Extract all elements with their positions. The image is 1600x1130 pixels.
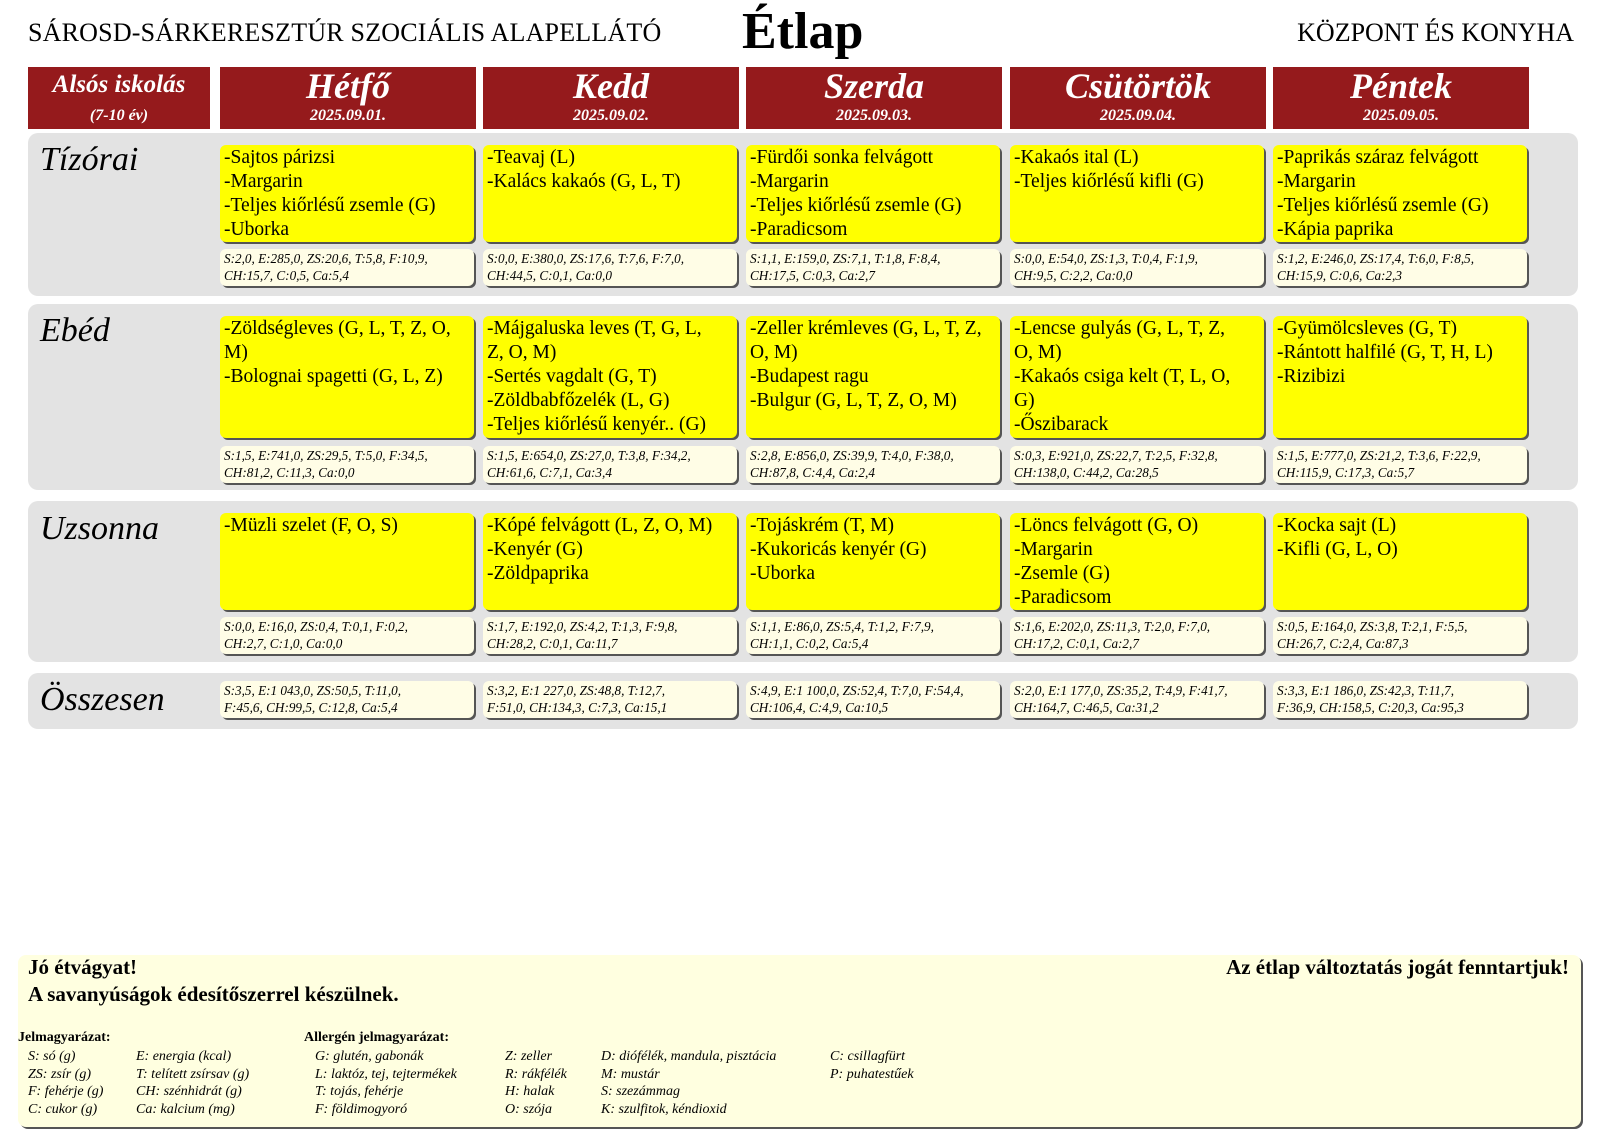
- footer-disclaimer: Az étlap változtatás jogát fenntartjuk!: [1226, 955, 1569, 979]
- nutrition-line: CH:61,6, C:7,1, Ca:3,4: [487, 465, 612, 480]
- totals-line: S:2,0, E:1 177,0, ZS:35,2, T:4,9, F:41,7,: [1014, 683, 1228, 698]
- footer-panel: [18, 955, 1581, 1127]
- menu-item: -Lencse gulyás (G, L, T, Z,: [1014, 318, 1226, 339]
- menu-item: -Teljes kiőrlésű kifli (G): [1014, 171, 1204, 192]
- menu-item: -Kápia paprika: [1277, 219, 1394, 240]
- nutrition-line: CH:138,0, C:44,2, Ca:28,5: [1014, 465, 1159, 480]
- nutrition-cell: [220, 617, 474, 654]
- day-name: Hétfő: [306, 66, 390, 106]
- nutrition-line: S:1,6, E:202,0, ZS:11,3, T:2,0, F:7,0,: [1014, 619, 1211, 634]
- legend-entry: E: energia (kcal): [136, 1049, 232, 1064]
- menu-item: Z, O, M): [487, 342, 557, 363]
- allergen-col: [830, 1048, 914, 1083]
- nutrition-line: CH:15,9, C:0,6, Ca:2,3: [1277, 268, 1402, 283]
- menu-item: -Rizibizi: [1277, 366, 1346, 387]
- menu-item: -Rántott halfilé (G, T, H, L): [1277, 342, 1493, 363]
- nutrition-cell: [1273, 617, 1527, 654]
- nutrition-cell: [1010, 446, 1264, 483]
- totals-cell: [746, 681, 1000, 718]
- nutrition-cell: [1010, 617, 1264, 654]
- nutrition-cell: [1273, 446, 1527, 483]
- menu-cell: [1273, 145, 1527, 242]
- menu-item: -Gyümölcsleves (G, T): [1277, 318, 1457, 339]
- nutrition-line: S:1,5, E:741,0, ZS:29,5, T:5,0, F:34,5,: [224, 448, 428, 463]
- legend-nutrient-col: [28, 1048, 103, 1118]
- menu-cell: [1010, 145, 1264, 242]
- allergen-col: [601, 1048, 776, 1118]
- nutrition-line: S:1,7, E:192,0, ZS:4,2, T:1,3, F:9,8,: [487, 619, 678, 634]
- legend-title: Jelmagyarázat:: [18, 1030, 111, 1045]
- menu-cell: [1010, 316, 1264, 438]
- legend-entry: CH: szénhidrát (g): [136, 1084, 242, 1099]
- page-title: Étlap: [742, 3, 864, 60]
- menu-item: -Kenyér (G): [487, 539, 583, 560]
- menu-cell: [1273, 513, 1527, 610]
- nutrition-line: CH:28,2, C:0,1, Ca:11,7: [487, 636, 618, 651]
- totals-line: F:51,0, CH:134,3, C:7,3, Ca:15,1: [487, 700, 668, 715]
- footer-note: A savanyúságok édesítőszerrel készülnek.: [28, 982, 399, 1006]
- menu-cell: [220, 513, 474, 610]
- legend-entry: F: földimogyoró: [315, 1101, 408, 1117]
- day-name: Kedd: [573, 66, 649, 106]
- menu-item: -Paprikás száraz felvágott: [1277, 147, 1479, 168]
- day-header-4: [1010, 67, 1266, 129]
- legend-entry: M: mustár: [601, 1066, 660, 1082]
- nutrition-cell: [746, 617, 1000, 654]
- menu-item: -Teljes kiőrlésű zsemle (G): [750, 195, 962, 216]
- nutrition-cell: [746, 446, 1000, 483]
- menu-item: -Teavaj (L): [487, 147, 575, 168]
- menu-item: -Zsemle (G): [1014, 563, 1110, 584]
- menu-cell: [483, 316, 737, 438]
- menu-item: -Fürdői sonka felvágott: [750, 147, 934, 168]
- menu-cell: [746, 145, 1000, 242]
- allergen-col: [315, 1048, 457, 1118]
- totals-line: S:3,2, E:1 227,0, ZS:48,8, T:12,7,: [487, 683, 666, 698]
- allergen-legend-title: Allergén jelmagyarázat:: [304, 1030, 449, 1045]
- menu-item: -Löncs felvágott (G, O): [1014, 515, 1199, 536]
- menu-item: -Őszibarack: [1014, 414, 1109, 435]
- header-left-text: SÁROSD-SÁRKERESZTÚR SZOCIÁLIS ALAPELLÁTÓ: [28, 18, 662, 47]
- nutrition-line: CH:1,1, C:0,2, Ca:5,4: [750, 636, 869, 651]
- day-date: 2025.09.01.: [310, 107, 386, 124]
- menu-item: -Teljes kiőrlésű zsemle (G): [1277, 195, 1489, 216]
- meal-label: Uzsonna: [40, 510, 160, 547]
- nutrition-cell: [1273, 249, 1527, 286]
- nutrition-line: CH:115,9, C:17,3, Ca:5,7: [1277, 465, 1415, 480]
- nutrition-line: CH:26,7, C:2,4, Ca:87,3: [1277, 636, 1409, 651]
- legend-entry: P: puhatestűek: [830, 1066, 914, 1082]
- legend-entry: D: diófélék, mandula, pisztácia: [601, 1049, 777, 1064]
- header-right-text: KÖZPONT ÉS KONYHA: [1297, 18, 1574, 47]
- nutrition-line: S:0,5, E:164,0, ZS:3,8, T:2,1, F:5,5,: [1277, 619, 1468, 634]
- menu-item: -Zöldbabfőzelék (L, G): [487, 390, 670, 411]
- menu-item: M): [224, 342, 248, 363]
- nutrition-cell: [483, 249, 737, 286]
- nutrition-line: CH:2,7, C:1,0, Ca:0,0: [224, 636, 343, 651]
- menu-cell: [746, 316, 1000, 438]
- legend-entry: C: cukor (g): [28, 1101, 98, 1117]
- legend-entry: T: tojás, fehérje: [315, 1084, 404, 1099]
- legend-entry: G: glutén, gabonák: [315, 1049, 424, 1064]
- menu-item: -Kukoricás kenyér (G): [750, 539, 927, 560]
- totals-line: CH:106,4, C:4,9, Ca:10,5: [750, 700, 889, 715]
- nutrition-cell: [220, 446, 474, 483]
- menu-item: -Zöldpaprika: [487, 563, 589, 584]
- menu-item: -Paradicsom: [1014, 587, 1112, 608]
- day-date: 2025.09.03.: [836, 107, 912, 124]
- menu-item: -Margarin: [750, 171, 829, 192]
- legend-entry: T: telített zsírsav (g): [136, 1066, 250, 1082]
- group-header: [28, 67, 210, 129]
- meal-label: Tízórai: [40, 141, 139, 178]
- day-header-2: [483, 67, 739, 129]
- menu-item: -Kakaós csiga kelt (T, L, O,: [1014, 366, 1231, 387]
- menu-item: -Paradicsom: [750, 219, 848, 240]
- menu-item: -Teljes kiőrlésű kenyér.. (G): [487, 414, 707, 435]
- menu-cell: [483, 513, 737, 610]
- nutrition-line: CH:81,2, C:11,3, Ca:0,0: [224, 465, 355, 480]
- legend-entry: C: csillagfürt: [830, 1049, 906, 1064]
- menu-item: -Sertés vagdalt (G, T): [487, 366, 657, 387]
- group-name: Alsós iskolás: [52, 71, 186, 98]
- nutrition-line: CH:17,2, C:0,1, Ca:2,7: [1014, 636, 1139, 651]
- totals-label: Összesen: [40, 681, 165, 718]
- menu-cell: [220, 316, 474, 438]
- menu-item: -Bolognai spagetti (G, L, Z): [224, 366, 443, 387]
- nutrition-line: S:2,0, E:285,0, ZS:20,6, T:5,8, F:10,9,: [224, 251, 428, 266]
- nutrition-line: S:1,5, E:777,0, ZS:21,2, T:3,6, F:22,9,: [1277, 448, 1481, 463]
- nutrition-line: CH:9,5, C:2,2, Ca:0,0: [1014, 268, 1133, 283]
- menu-item: -Májgaluska leves (T, G, L,: [487, 318, 702, 339]
- menu-item: -Müzli szelet (F, O, S): [224, 515, 398, 536]
- menu-item: O, M): [1014, 342, 1062, 363]
- nutrition-line: S:0,0, E:16,0, ZS:0,4, T:0,1, F:0,2,: [224, 619, 408, 634]
- menu-cell: [1010, 513, 1264, 610]
- legend-entry: L: laktóz, tej, tejtermékek: [315, 1066, 457, 1082]
- legend-entry: Z: zeller: [505, 1049, 553, 1064]
- nutrition-line: S:1,1, E:159,0, ZS:7,1, T:1,8, F:8,4,: [750, 251, 941, 266]
- totals-line: S:4,9, E:1 100,0, ZS:52,4, T:7,0, F:54,4,: [750, 683, 964, 698]
- totals-line: S:3,5, E:1 043,0, ZS:50,5, T:11,0,: [224, 683, 402, 698]
- menu-item: -Kifli (G, L, O): [1277, 539, 1398, 560]
- menu-item: -Zeller krémleves (G, L, T, Z,: [750, 318, 982, 339]
- legend-entry: S: só (g): [28, 1049, 76, 1064]
- nutrition-cell: [220, 249, 474, 286]
- day-header-3: [746, 67, 1002, 129]
- menu-item: -Margarin: [1014, 539, 1093, 560]
- nutrition-line: S:2,8, E:856,0, ZS:39,9, T:4,0, F:38,0,: [750, 448, 954, 463]
- menu-item: -Tojáskrém (T, M): [750, 515, 894, 536]
- legend-entry: H: halak: [505, 1084, 555, 1099]
- day-name: Csütörtök: [1064, 66, 1212, 106]
- menu-item: -Budapest ragu: [750, 366, 869, 387]
- legend-entry: K: szulfitok, kéndioxid: [601, 1101, 727, 1117]
- nutrition-cell: [483, 617, 737, 654]
- nutrition-line: CH:15,7, C:0,5, Ca:5,4: [224, 268, 349, 283]
- menu-item: -Margarin: [1277, 171, 1356, 192]
- meal-label: Ebéd: [40, 312, 110, 349]
- nutrition-line: CH:87,8, C:4,4, Ca:2,4: [750, 465, 875, 480]
- day-header-5: [1273, 67, 1529, 129]
- menu-item: -Uborka: [750, 563, 815, 584]
- menu-item: O, M): [750, 342, 798, 363]
- nutrition-line: S:0,0, E:54,0, ZS:1,3, T:0,4, F:1,9,: [1014, 251, 1198, 266]
- menu-item: -Kakaós ital (L): [1014, 147, 1139, 168]
- menu-item: -Kalács kakaós (G, L, T): [487, 171, 681, 192]
- totals-cell: [1010, 681, 1264, 718]
- totals-cell: [483, 681, 737, 718]
- nutrition-cell: [483, 446, 737, 483]
- group-age: (7-10 év): [89, 107, 149, 124]
- menu-cell: [220, 145, 474, 242]
- nutrition-line: S:1,2, E:246,0, ZS:17,4, T:6,0, F:8,5,: [1277, 251, 1475, 266]
- day-name: Péntek: [1350, 66, 1452, 106]
- totals-cell: [220, 681, 474, 718]
- menu-item: -Kocka sajt (L): [1277, 515, 1397, 536]
- menu-item: -Uborka: [224, 219, 289, 240]
- legend-entry: ZS: zsír (g): [28, 1066, 92, 1082]
- totals-line: S:3,3, E:1 186,0, ZS:42,3, T:11,7,: [1277, 683, 1455, 698]
- nutrition-line: S:1,1, E:86,0, ZS:5,4, T:1,2, F:7,9,: [750, 619, 934, 634]
- legend-entry: Ca: kalcium (mg): [136, 1101, 235, 1117]
- totals-line: CH:164,7, C:46,5, Ca:31,2: [1014, 700, 1159, 715]
- menu-item: G): [1014, 390, 1035, 411]
- legend-nutrient-col: [136, 1048, 249, 1118]
- day-header-1: [220, 67, 476, 129]
- day-date: 2025.09.04.: [1100, 107, 1176, 124]
- nutrition-line: S:1,5, E:654,0, ZS:27,0, T:3,8, F:34,2,: [487, 448, 691, 463]
- allergen-col: [505, 1048, 567, 1118]
- nutrition-cell: [1010, 249, 1264, 286]
- nutrition-line: CH:44,5, C:0,1, Ca:0,0: [487, 268, 612, 283]
- nutrition-line: S:0,3, E:921,0, ZS:22,7, T:2,5, F:32,8,: [1014, 448, 1218, 463]
- legend-entry: O: szója: [505, 1101, 553, 1117]
- nutrition-line: S:0,0, E:380,0, ZS:17,6, T:7,6, F:7,0,: [487, 251, 685, 266]
- legend-entry: F: fehérje (g): [28, 1084, 104, 1099]
- footer-greeting: Jó étvágyat!: [28, 955, 138, 979]
- nutrition-line: CH:17,5, C:0,3, Ca:2,7: [750, 268, 875, 283]
- menu-item: -Kópé felvágott (L, Z, O, M): [487, 515, 713, 536]
- legend-entry: R: rákfélék: [505, 1066, 567, 1082]
- totals-line: F:45,6, CH:99,5, C:12,8, Ca:5,4: [224, 700, 398, 715]
- menu-item: -Bulgur (G, L, T, Z, O, M): [750, 390, 957, 411]
- nutrition-cell: [746, 249, 1000, 286]
- menu-item: -Zöldségleves (G, L, T, Z, O,: [224, 318, 451, 339]
- menu-item: -Margarin: [224, 171, 303, 192]
- menu-item: -Teljes kiőrlésű zsemle (G): [224, 195, 436, 216]
- day-date: 2025.09.02.: [573, 107, 649, 124]
- totals-line: F:36,9, CH:158,5, C:20,3, Ca:95,3: [1277, 700, 1464, 715]
- menu-cell: [483, 145, 737, 242]
- menu-cell: [1273, 316, 1527, 438]
- day-name: Szerda: [823, 66, 925, 106]
- legend-entry: S: szezámmag: [601, 1084, 680, 1099]
- menu-item: -Sajtos párizsi: [224, 147, 336, 168]
- menu-cell: [746, 513, 1000, 610]
- totals-cell: [1273, 681, 1527, 718]
- day-date: 2025.09.05.: [1363, 107, 1439, 124]
